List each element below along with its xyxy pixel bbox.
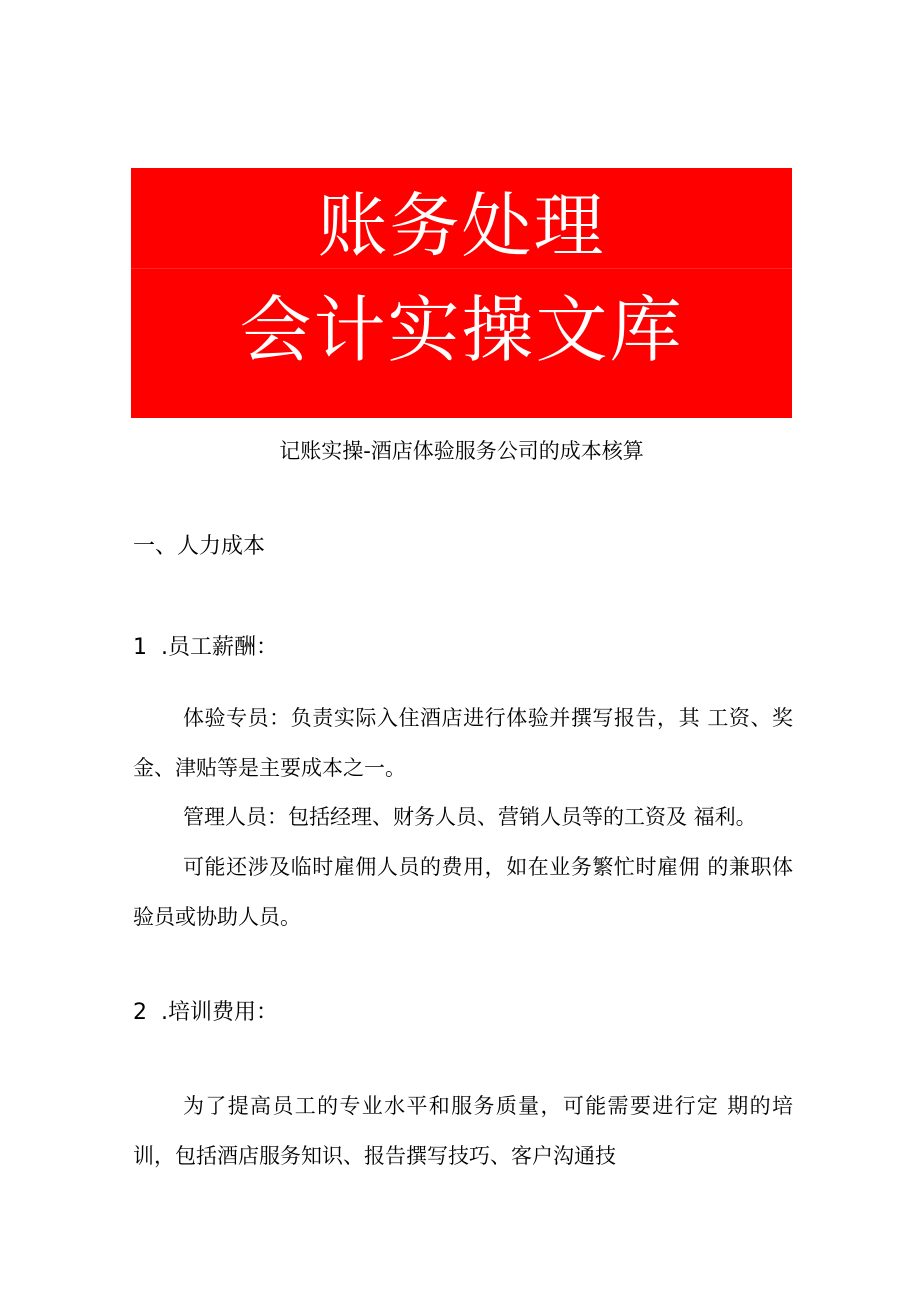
subheading-employee-compensation bbox=[133, 633, 278, 663]
subheading-title: .培训费用： bbox=[161, 1000, 278, 1025]
subheading-number: 2 bbox=[133, 1000, 147, 1025]
document-title: 记账实操-酒店体验服务公司的成本核算 bbox=[279, 439, 644, 463]
banner-divider bbox=[131, 268, 792, 269]
paragraph-experience-staff: 体验专员：负责实际入住酒店进行体验并撰写报告，其 工资、奖金、津贴等是主要成本之一。 bbox=[133, 706, 793, 780]
subheading-number: 1 bbox=[133, 635, 147, 660]
section-heading-labor-cost: 一、人力成本 bbox=[133, 534, 266, 559]
title-banner bbox=[131, 168, 792, 418]
banner-title-line-1: 账务处理 bbox=[317, 185, 606, 267]
subheading-title: .员工薪酬： bbox=[161, 635, 278, 660]
paragraph-training: 为了提高员工的专业水平和服务质量，可能需要进行定 期的培训，包括酒店服务知识、报告撰写技巧、客户沟通技 bbox=[133, 1094, 793, 1168]
subheading-training-costs bbox=[133, 998, 278, 1028]
paragraph-management-staff: 管理人员：包括经理、财务人员、营销人员等的工资及 福利。 bbox=[183, 805, 757, 829]
paragraph-temporary-staff: 可能还涉及临时雇佣人员的费用，如在业务繁忙时雇佣 的兼职体验员或协助人员。 bbox=[133, 855, 793, 929]
banner-title-line-2: 会计实操文库 bbox=[239, 288, 684, 372]
